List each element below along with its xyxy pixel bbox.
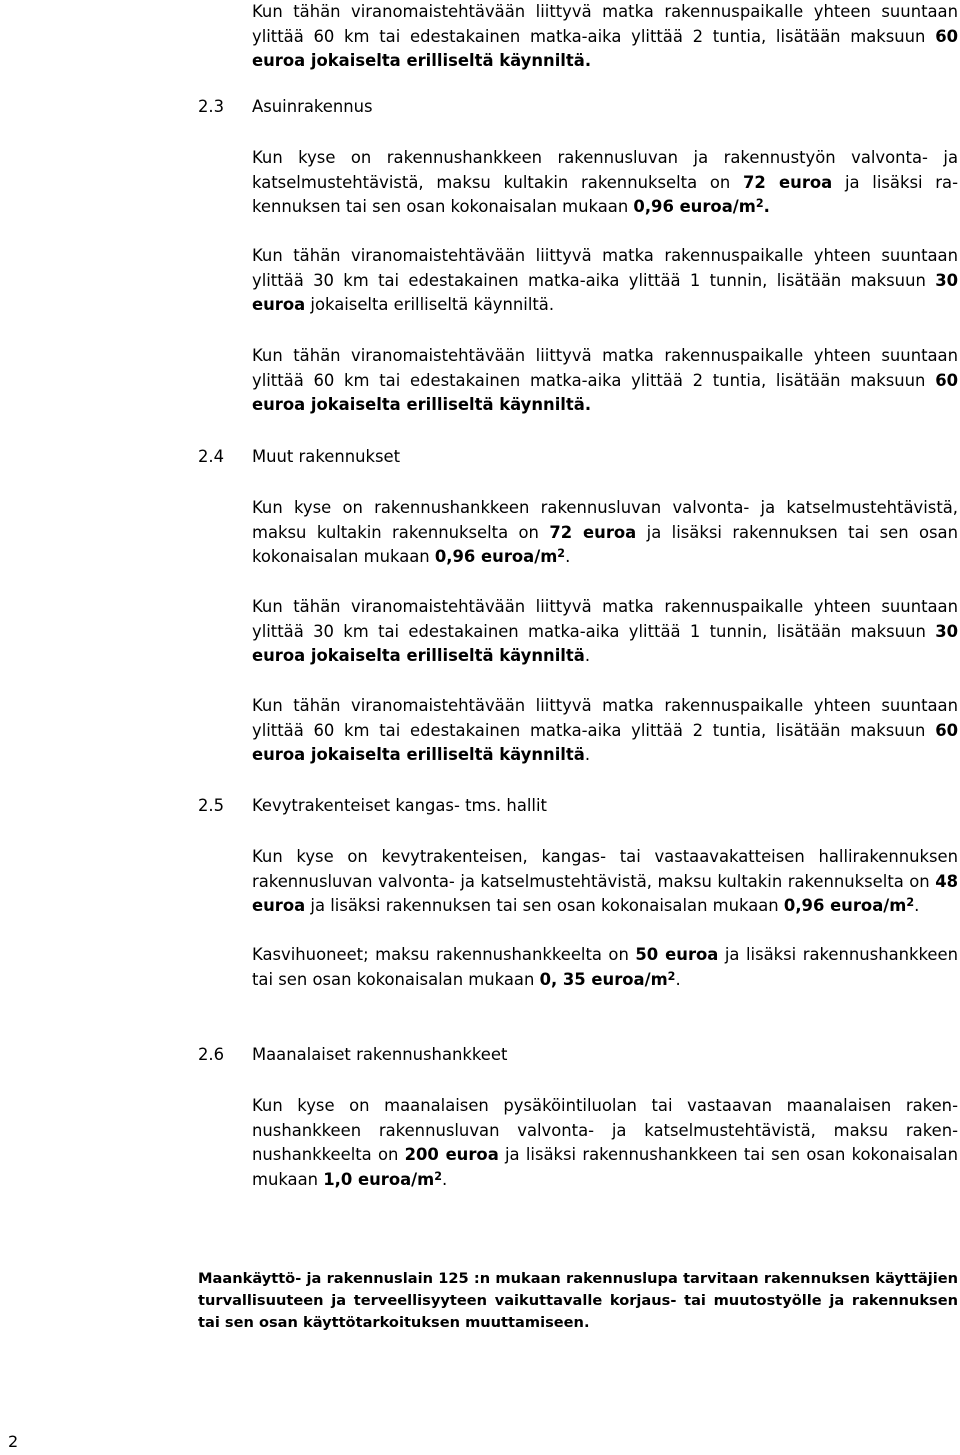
paragraph-kevytrakenteiset-fee: Kun kyse on kevytrakenteisen, kangas- tai vastaavakatteisen hallirakennuksen rakennusluvan valvonta- ja katselmustehtävistä, maksu kultakin rakennukselta on 48 euroa ja lisäksi rakennuksen tai sen osan kokonaisalan mukaan 0,96 euroa/$m^2$. xyxy=(252,847,958,915)
paragraph-muut-travel-30km: Kun tähän viranomaistehtävään liittyvä matka rakennuspaikalle yhteen suuntaan ylittää 30 km tai edestakainen matka-aika ylittää 1 tunnin, lisätään maksuun 30 euroa jokaiselta erilliseltä käynniltä. xyxy=(252,597,958,665)
paragraph-asuinrakennus-travel-60km: Kun tähän viranomaistehtävään liittyvä matka rakennuspaikalle yhteen suuntaan ylittää 60 km tai edestakainen matka-aika ylittää 2 tuntia, lisätään maksuun 60 euroa jokaiselta erilliseltä käynniltä. xyxy=(252,346,958,414)
paragraph-maanalaiset-fee: Kun kyse on maanalaisen pysäköintiluolan tai vastaavan maanalaisen rakennushankkeen rakennusluvan valvonta- ja katselmustehtävistä, maksu rakennushankkeelta on 200 euroa ja lisäksi rakennushankkeen tai sen osan kokonaisalan mukaan 1,0 euroa/$m^2$. xyxy=(252,1096,958,1189)
section-title-maanalaiset: Maanalaiset rakennushankkeet xyxy=(252,1045,508,1064)
closing-note: Maankäyttö- ja rakennuslain 125 :n mukaan rakennuslupa tarvitaan rakennuksen käyttäjien turvallisuuteen ja terveellisyyteen vaikuttavalle korjaus- tai muutostyölle ja rakennuksen tai sen osan käyttötarkoituksen muuttamiseen. xyxy=(198,1270,958,1331)
section-title-asuinrakennus: Asuinrakennus xyxy=(252,97,373,116)
section-number-2-4: 2.4 xyxy=(198,447,225,466)
page-number: 2 xyxy=(8,1432,19,1451)
paragraph-muut-travel-60km: Kun tähän viranomaistehtävään liittyvä matka rakennuspaikalle yhteen suuntaan ylittää 60 km tai edestakainen matka-aika ylittää 2 tuntia, lisätään maksuun 60 euroa jokaiselta erilliseltä käynniltä. xyxy=(252,696,958,764)
section-number-2-3: 2.3 xyxy=(198,97,225,116)
paragraph-travel-60km-intro: Kun tähän viranomaistehtävään liittyvä matka rakennuspaikalle yhteen suuntaan ylittää 60 km tai edestakainen matka-aika ylittää 2 tuntia, lisätään maksuun 60 euroa jokaiselta erilliseltä käynniltä. xyxy=(252,2,958,70)
section-number-2-6: 2.6 xyxy=(198,1045,225,1064)
paragraph-muut-fee: Kun kyse on rakennushankkeen rakennusluvan valvonta- ja katselmustehtävistä, maksu kultakin rakennukselta on 72 euroa ja lisäksi rakennuksen tai sen osan kokonaisalan mukaan 0,96 euroa/$m^2$. xyxy=(252,498,958,566)
section-number-2-5: 2.5 xyxy=(198,796,225,815)
paragraph-kasvihuoneet-fee: Kasvihuoneet; maksu rakennushankkeelta on 50 euroa ja lisäksi rakennushankkeen tai sen osan kokonaisalan mukaan 0, 35 euroa/$m^2$. xyxy=(252,945,958,989)
section-title-kevytrakenteiset: Kevytrakenteiset kangas- tms. hallit xyxy=(252,796,547,815)
paragraph-asuinrakennus-travel-30km: Kun tähän viranomaistehtävään liittyvä matka rakennuspaikalle yhteen suuntaan ylittää 30 km tai edestakainen matka-aika ylittää 1 tunnin, lisätään maksuun 30 euroa jokaiselta erilliseltä käynniltä. xyxy=(252,246,958,314)
paragraph-asuinrakennus-fee: Kun kyse on rakennushankkeen rakennusluvan ja rakennustyön valvonta- ja katselmustehtävistä, maksu kultakin rakennukselta on 72 euroa ja lisäksi rakennuksen tai sen osan kokonaisalan mukaan 0,96 euroa/$m^2$. xyxy=(252,148,958,216)
section-title-muut-rakennukset: Muut rakennukset xyxy=(252,447,401,466)
